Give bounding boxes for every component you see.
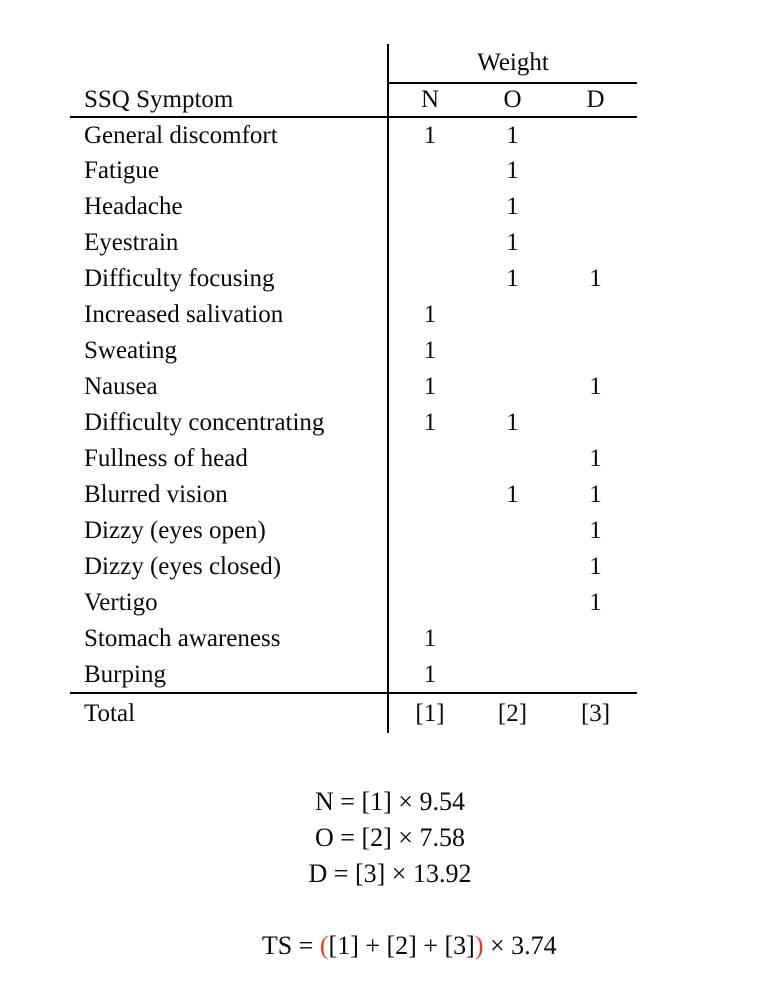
weight-d-value [554,153,637,189]
symptom-label: Eyestrain [70,225,388,261]
weight-n-value [388,441,471,477]
weight-d-value: 1 [589,445,602,472]
weight-n-value [388,261,471,297]
symptom-label: Fatigue [70,153,388,189]
weight-n-value [388,585,471,621]
weight-o-value [471,441,554,477]
weight-n-value [388,513,471,549]
total-d: [3] [554,693,637,733]
symptom-label: Fullness of head [70,441,388,477]
weight-n-value: 1 [423,121,437,149]
weight-n-value [388,477,471,513]
weight-o-value [471,549,554,585]
total-n: [1] [388,693,471,733]
formula-ts-open-paren: ( [319,931,329,960]
weight-d-value [554,189,637,225]
formula-o: O = [2] × 7.58 [315,823,465,852]
weight-o-value: 1 [506,229,519,256]
weight-header-row [70,44,637,83]
weight-o-value: 1 [506,157,519,184]
table-row [70,657,637,693]
weight-o-value: 1 [506,265,519,292]
column-header-o: O [471,83,554,117]
weight-d-value [554,333,637,369]
ssq-weight-table [70,44,637,733]
table-body [70,117,637,693]
weight-o-value [471,297,554,333]
formula-n: N = [1] × 9.54 [315,787,465,816]
weight-n-value [388,549,471,585]
table-row [70,189,637,225]
weight-d-value [554,297,637,333]
weight-n-value [388,225,471,261]
weight-d-value: 1 [589,373,602,400]
symptom-label: Nausea [70,369,388,405]
symptom-label: Blurred vision [70,477,388,513]
weight-n-value [388,153,471,189]
symptom-label: Difficulty focusing [70,261,388,297]
symptom-label: Sweating [70,333,388,369]
table-row [70,441,637,477]
formula-d: D = [3] × 13.92 [308,859,472,888]
weight-d-value: 1 [589,481,602,508]
formula-ts-prefix: TS = [261,931,320,960]
table-row [70,405,637,441]
weight-d-value [554,225,637,261]
weight-d-value: 1 [589,265,602,292]
table-row [70,117,637,153]
weight-o-value [471,621,554,657]
weight-d-value [554,405,637,441]
weight-n-value [388,189,471,225]
symptom-column-header: SSQ Symptom [70,83,388,117]
symptom-label: Headache [70,189,388,225]
symptom-label: Vertigo [70,585,388,621]
weight-o-value [471,657,554,693]
weight-n-value: 1 [423,337,437,364]
weight-o-value: 1 [506,409,519,436]
symptom-label: Increased salivation [70,297,388,333]
weight-o-value: 1 [506,481,519,508]
table-row [70,261,637,297]
weight-header-spacer [70,44,388,83]
formula-ts [0,892,780,1000]
weight-o-value [471,369,554,405]
column-header-d: D [554,83,637,117]
table-row [70,585,637,621]
weight-d-value: 1 [589,517,602,544]
table-row [70,477,637,513]
weight-o-value: 1 [506,121,519,149]
symptom-label: Difficulty concentrating [70,405,388,441]
weight-d-value [554,621,637,657]
table-row [70,621,637,657]
weight-d-value: 1 [589,589,602,616]
symptom-label: Burping [70,657,388,693]
weight-d-value: 1 [589,553,602,580]
weight-o-value [471,333,554,369]
total-o: [2] [471,693,554,733]
formula-ts-inner: [1] + [2] + [3] [328,931,475,960]
weight-d-value [554,117,637,153]
weight-o-value: 1 [506,193,519,220]
table-row [70,297,637,333]
table-row [70,513,637,549]
column-header-row [70,83,637,117]
table-row [70,369,637,405]
table-row [70,153,637,189]
symptom-label: Dizzy (eyes open) [70,513,388,549]
weight-o-value [471,513,554,549]
formula-ts-close-paren: ) [474,931,484,960]
weight-n-value: 1 [423,409,437,436]
weight-header: Weight [388,44,637,83]
symptom-label: General discomfort [70,117,388,153]
formula-ts-suffix: × 3.74 [483,931,557,960]
weight-d-value [554,657,637,693]
table-row [70,333,637,369]
total-label: Total [70,693,388,733]
total-row [70,693,637,733]
weight-n-value: 1 [423,301,437,328]
table-row [70,225,637,261]
symptom-label: Stomach awareness [70,621,388,657]
weight-n-value: 1 [423,660,437,688]
symptom-label: Dizzy (eyes closed) [70,549,388,585]
score-formulas [0,784,780,1000]
table-row [70,549,637,585]
weight-n-value: 1 [423,373,437,400]
weight-n-value: 1 [423,625,437,652]
weight-o-value [471,585,554,621]
column-header-n: N [388,83,471,117]
